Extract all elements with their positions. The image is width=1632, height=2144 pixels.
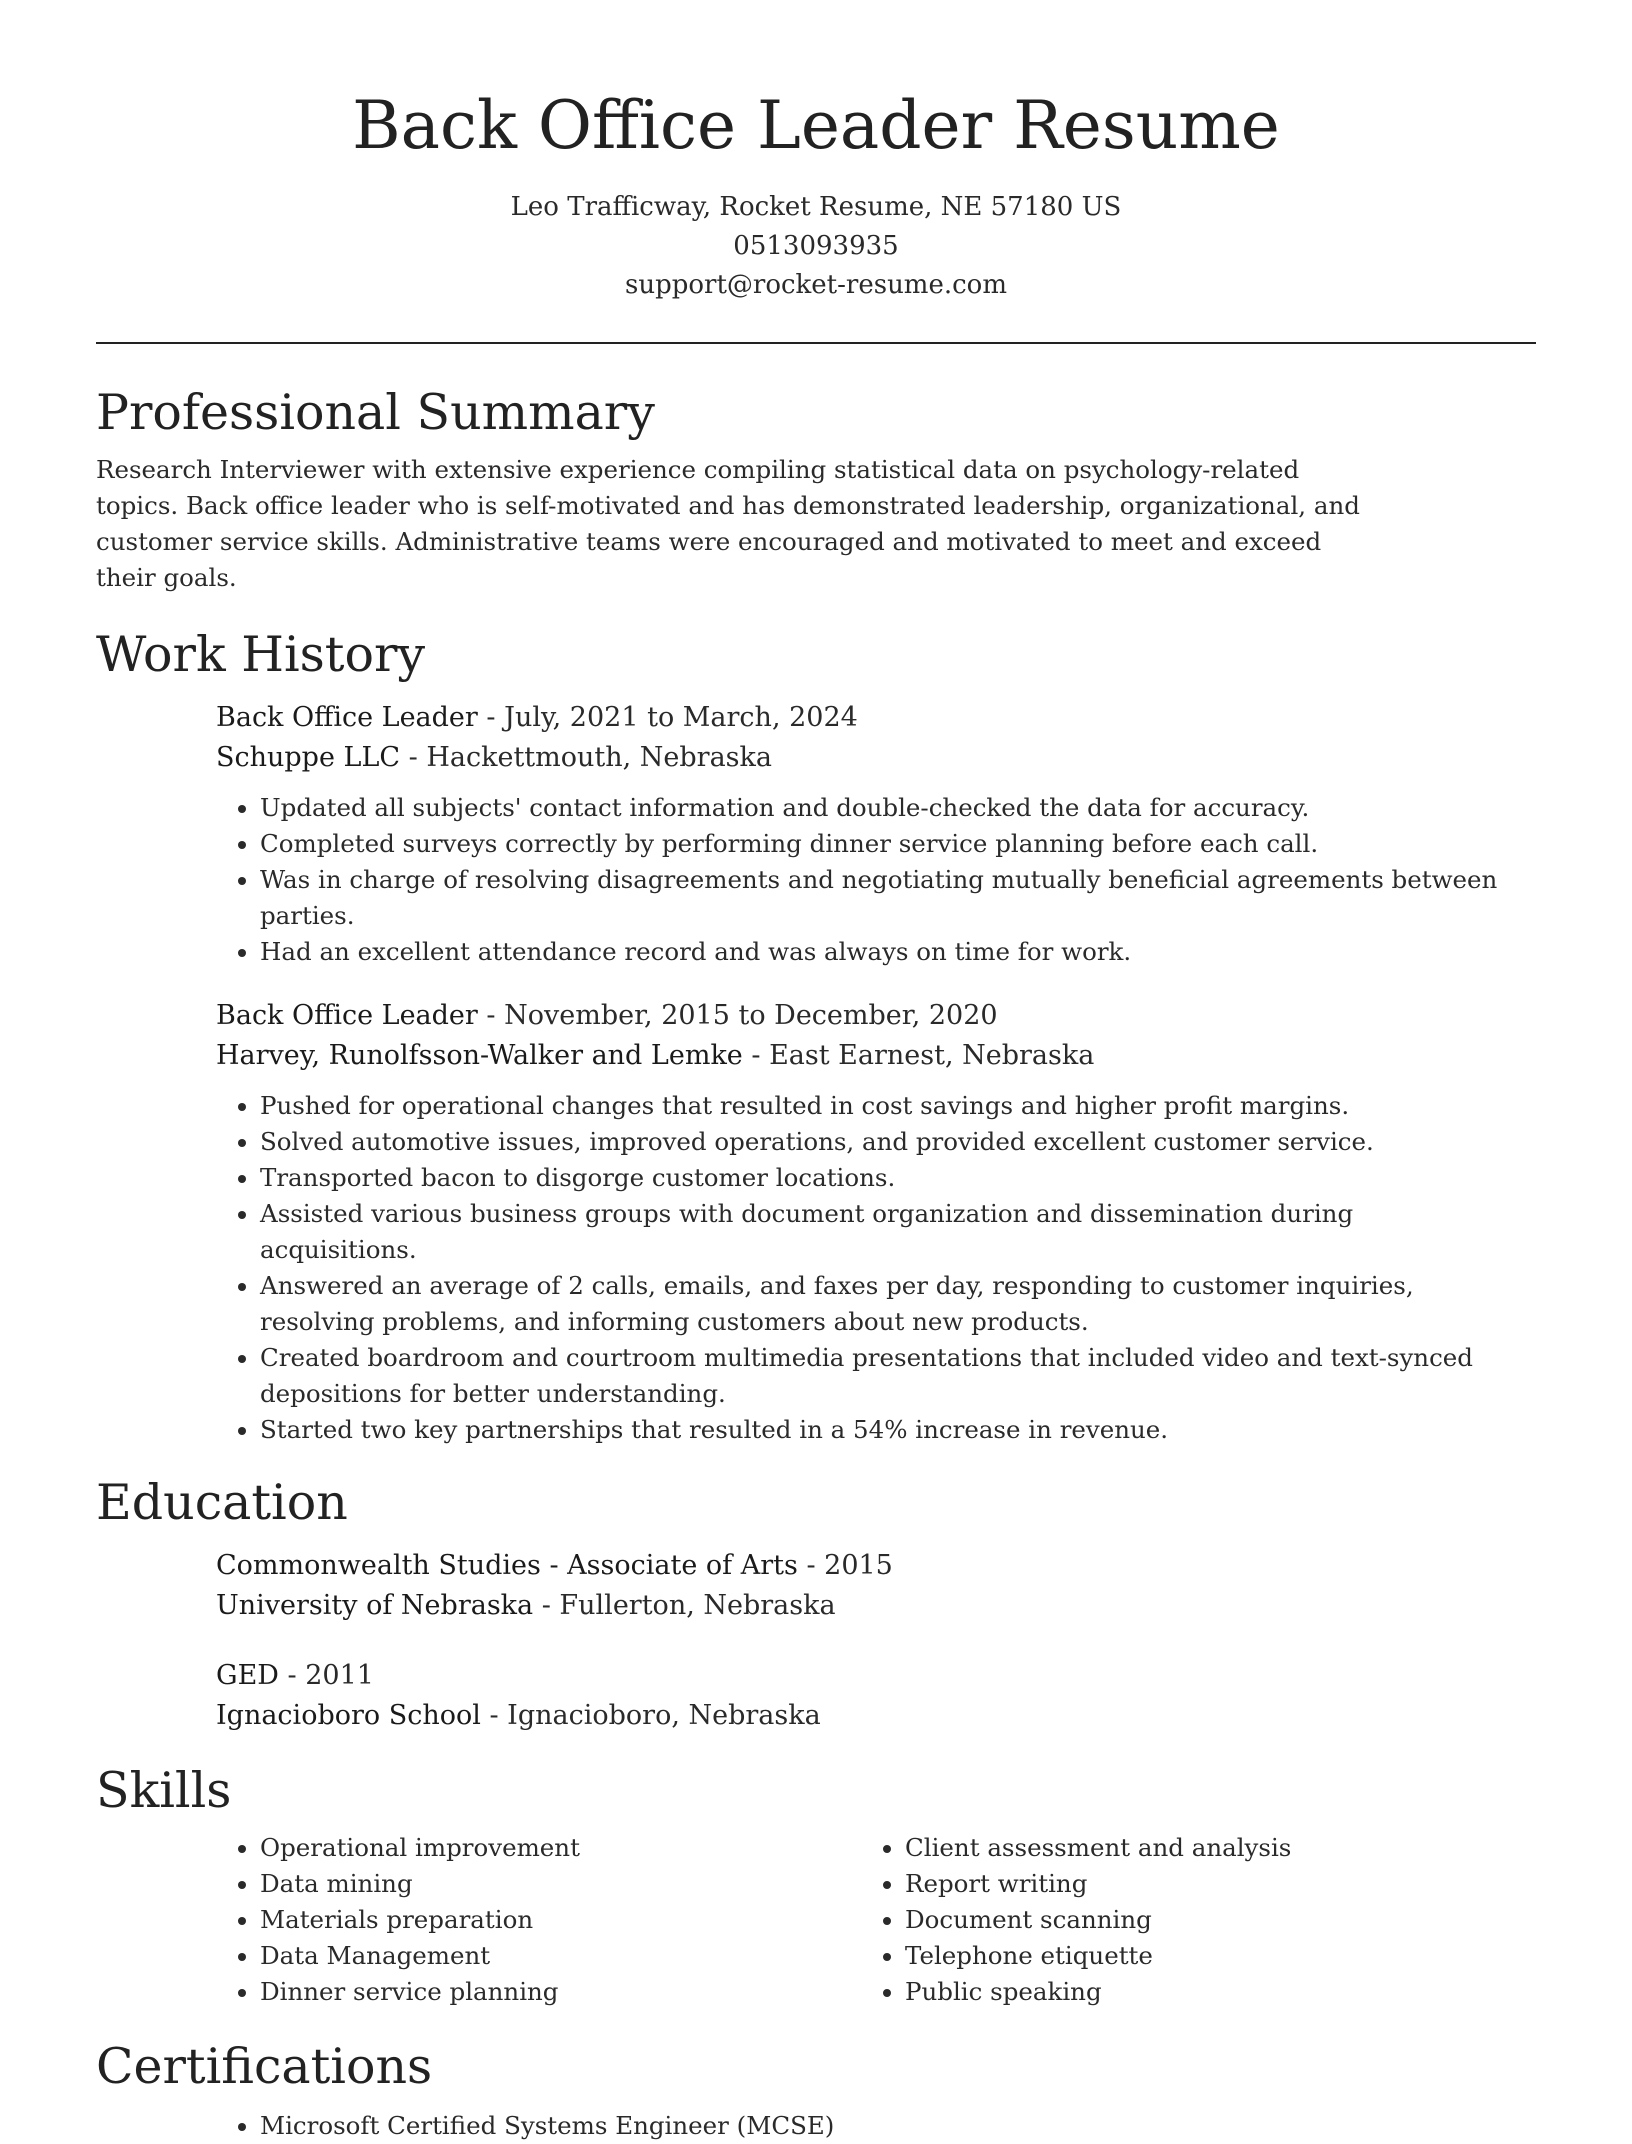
skill-item: • Client assessment and analysis — [905, 1830, 1506, 1866]
job-title: Back Office Leader — [216, 702, 478, 733]
header-divider — [96, 342, 1536, 344]
job-dates: - July, 2021 to March, 2024 — [477, 702, 858, 733]
skills-heading: Skills — [96, 1762, 232, 1819]
skill-item: • Public speaking — [905, 1974, 1506, 2010]
certification-item: • Microsoft Certified Systems Engineer (MCSE) — [260, 2108, 1506, 2144]
education-school-line — [216, 1586, 1506, 1626]
summary-section — [96, 378, 1536, 596]
list-item: • Had an excellent attendance record and was always on time for work. — [260, 934, 1506, 970]
contact-phone: 0513093935 — [733, 231, 899, 261]
skill-item: • Dinner service planning — [260, 1974, 861, 2010]
education-year: - 2011 — [278, 1660, 374, 1691]
list-item: • Transported bacon to disgorge customer locations. — [260, 1160, 1506, 1196]
job-location: - Hackettmouth, Nebraska — [400, 742, 772, 773]
job-title: Back Office Leader — [216, 1000, 478, 1031]
certifications-section — [96, 2032, 1536, 2144]
resume-title: Back Office Leader Resume — [352, 87, 1280, 164]
skills-columns — [216, 1830, 1506, 2010]
contact-email: support@rocket-resume.com — [624, 270, 1007, 300]
job-entry — [216, 698, 1506, 970]
education-heading: Education — [96, 1474, 348, 1531]
summary-text: Research Interviewer with extensive experience compiling statistical data on psychology-related topics. Back office leader who is self-motivated and has demonstrated leadership, organizational, and customer service skills. Administrative teams were encouraged and motivated to meet and exceed their goals. — [96, 455, 1360, 592]
job-company: Harvey, Runolfsson-Walker and Lemke — [216, 1040, 743, 1071]
resume-body — [96, 378, 1536, 2144]
education-location: - Ignacioboro, Nebraska — [480, 1700, 821, 1731]
list-item: • Updated all subjects' contact information and double-checked the data for accuracy. — [260, 790, 1506, 826]
skill-item: • Operational improvement — [260, 1830, 861, 1866]
education-year: - 2015 — [797, 1550, 893, 1581]
job-dates: - November, 2015 to December, 2020 — [477, 1000, 998, 1031]
skills-left-column — [216, 1830, 861, 2010]
skill-item: • Data mining — [260, 1866, 861, 1902]
skill-item: • Telephone etiquette — [905, 1938, 1506, 1974]
education-section — [96, 1468, 1536, 1736]
job-title-line — [216, 996, 1506, 1036]
list-item: • Solved automotive issues, improved operations, and provided excellent customer service. — [260, 1124, 1506, 1160]
resume-header — [0, 0, 1632, 305]
job-title-line — [216, 698, 1506, 738]
job-bullets — [216, 790, 1506, 970]
job-company: Schuppe LLC — [216, 742, 401, 773]
education-degree: Commonwealth Studies - Associate of Arts — [216, 1550, 798, 1581]
job-company-line — [216, 738, 1506, 778]
skill-item: • Document scanning — [905, 1902, 1506, 1938]
list-item: • Was in charge of resolving disagreements and negotiating mutually beneficial agreements between parties. — [260, 862, 1506, 934]
job-bullets — [216, 1088, 1506, 1448]
job-location: - East Earnest, Nebraska — [742, 1040, 1095, 1071]
education-school: University of Nebraska — [216, 1590, 534, 1621]
contact-block — [0, 188, 1632, 305]
job-entry — [216, 996, 1506, 1448]
education-degree: GED — [216, 1660, 279, 1691]
skills-right-column — [861, 1830, 1506, 2010]
education-school-line — [216, 1696, 1506, 1736]
list-item: • Pushed for operational changes that resulted in cost savings and higher profit margins. — [260, 1088, 1506, 1124]
education-school: Ignacioboro School — [216, 1700, 481, 1731]
work-history-heading: Work History — [96, 626, 426, 683]
certifications-heading: Certifications — [96, 2038, 433, 2095]
education-entry — [216, 1546, 1506, 1626]
summary-heading: Professional Summary — [96, 384, 655, 441]
list-item: • Created boardroom and courtroom multimedia presentations that included video and text-synced depositions for better understanding. — [260, 1340, 1506, 1412]
education-degree-line — [216, 1656, 1506, 1696]
certifications-list — [216, 2108, 1506, 2144]
skill-item: • Data Management — [260, 1938, 861, 1974]
education-degree-line — [216, 1546, 1506, 1586]
contact-address: Leo Trafficway, Rocket Resume, NE 57180 US — [510, 192, 1122, 222]
list-item: • Answered an average of 2 calls, emails, and faxes per day, responding to customer inquiries, resolving problems, and informing customers about new products. — [260, 1268, 1506, 1340]
job-company-line — [216, 1036, 1506, 1076]
list-item: • Completed surveys correctly by performing dinner service planning before each call. — [260, 826, 1506, 862]
skills-section — [96, 1756, 1536, 2010]
education-entry — [216, 1656, 1506, 1736]
skill-item: • Report writing — [905, 1866, 1506, 1902]
list-item: • Assisted various business groups with document organization and dissemination during acquisitions. — [260, 1196, 1506, 1268]
list-item: • Started two key partnerships that resulted in a 54% increase in revenue. — [260, 1412, 1506, 1448]
skill-item: • Materials preparation — [260, 1902, 861, 1938]
work-history-section — [96, 620, 1536, 1448]
certifications-bullets — [216, 2108, 1506, 2144]
education-location: - Fullerton, Nebraska — [533, 1590, 836, 1621]
